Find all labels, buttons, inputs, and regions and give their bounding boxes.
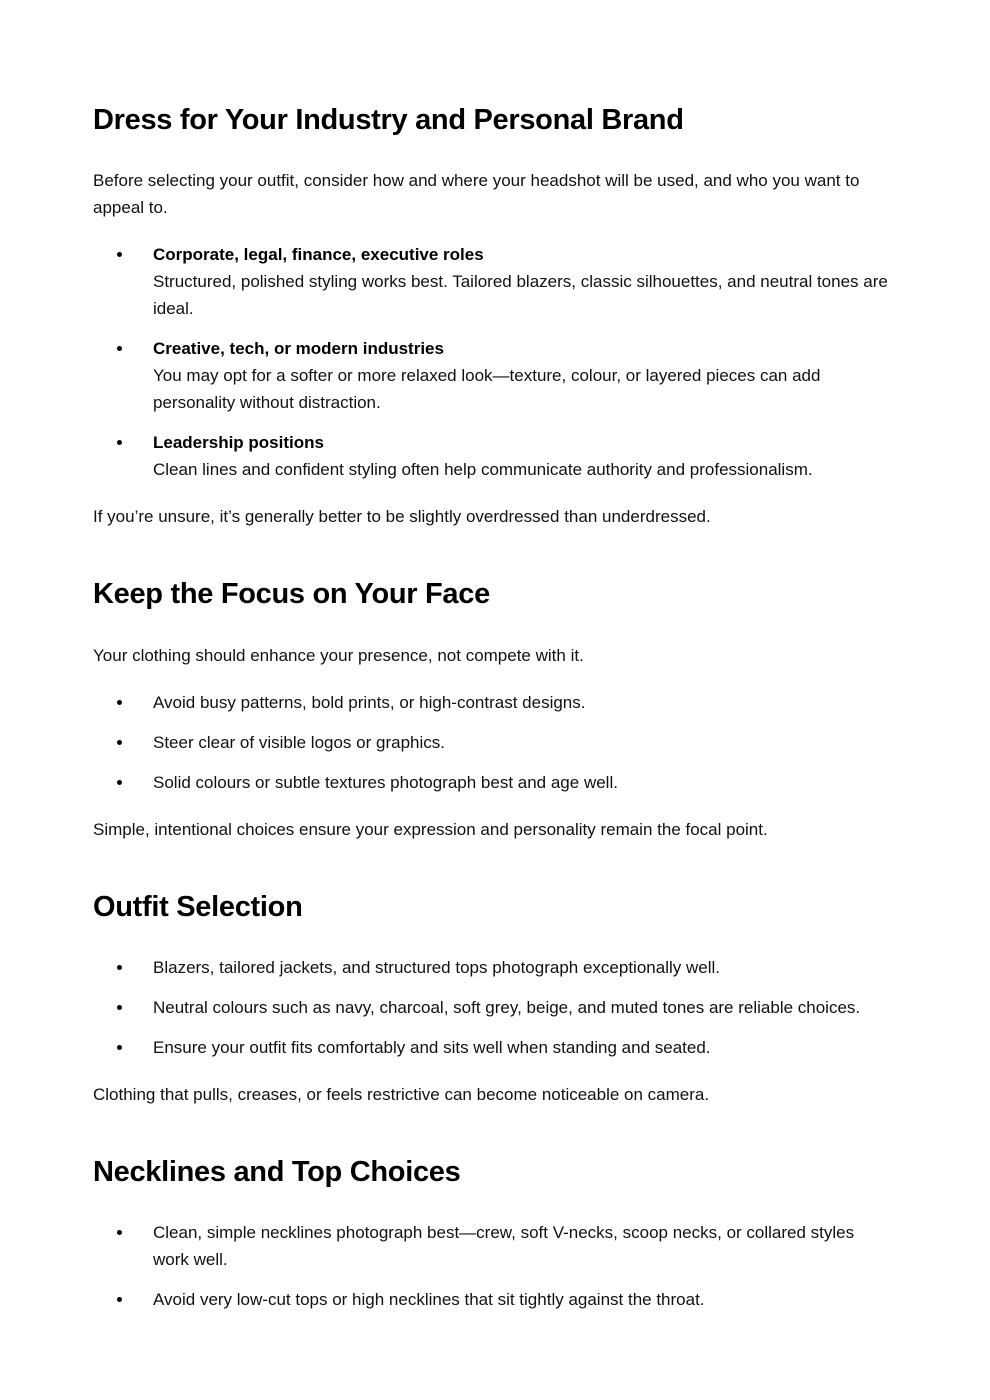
bullet-list xyxy=(93,954,890,1061)
section-dress-for-industry xyxy=(93,104,890,530)
bullet-item xyxy=(93,241,890,322)
bullet-text: Blazers, tailored jackets, and structured tops photograph exceptionally well. xyxy=(153,958,720,978)
bullet-item xyxy=(93,1219,890,1273)
bullet-title: Leadership positions xyxy=(153,433,324,453)
section-outfit-selection xyxy=(93,891,890,1108)
bullet-item xyxy=(93,429,890,483)
bullet-item xyxy=(93,729,890,756)
bullet-text: Neutral colours such as navy, charcoal, soft grey, beige, and muted tones are reliable choices. xyxy=(153,998,861,1018)
bullet-title: Corporate, legal, finance, executive roles xyxy=(153,245,484,265)
bullet-item xyxy=(93,954,890,981)
outro-paragraph: Clothing that pulls, creases, or feels restrictive can become noticeable on camera. xyxy=(93,1085,710,1105)
bullet-text: Solid colours or subtle textures photograph best and age well. xyxy=(153,772,618,792)
bullet-item xyxy=(93,769,890,796)
section-heading: Dress for Your Industry and Personal Brand xyxy=(93,104,684,136)
bullet-list xyxy=(93,689,890,796)
bullet-text: Clean lines and confident styling often help communicate authority and professionalism. xyxy=(153,460,813,480)
outro-paragraph: If you’re unsure, it’s generally better to be slightly overdressed than underdressed. xyxy=(93,507,711,527)
intro-paragraph: Your clothing should enhance your presence, not compete with it. xyxy=(93,645,584,665)
section-necklines xyxy=(93,1156,890,1313)
bullet-text: Avoid busy patterns, bold prints, or high-contrast designs. xyxy=(153,692,586,712)
intro-paragraph: Before selecting your outfit, consider how and where your headshot will be used, and who you want to appeal to. xyxy=(93,171,860,218)
bullet-item xyxy=(93,1034,890,1061)
section-heading: Keep the Focus on Your Face xyxy=(93,578,490,611)
bullet-item xyxy=(93,689,890,716)
bullet-list xyxy=(93,1219,890,1313)
bullet-text: You may opt for a softer or more relaxed look—texture, colour, or layered pieces can add personality without distraction. xyxy=(153,366,821,413)
bullet-text: Avoid very low-cut tops or high necklines that sit tightly against the throat. xyxy=(153,1290,705,1310)
bullet-text: Clean, simple necklines photograph best—crew, soft V-necks, scoop necks, or collared styles work well. xyxy=(153,1223,855,1270)
bullet-item xyxy=(93,335,890,416)
bullet-text: Steer clear of visible logos or graphics. xyxy=(153,732,445,752)
section-heading: Necklines and Top Choices xyxy=(93,1156,461,1189)
bullet-item xyxy=(93,1286,890,1313)
bullet-text: Ensure your outfit fits comfortably and sits well when standing and seated. xyxy=(153,1038,711,1058)
section-keep-focus xyxy=(93,578,890,842)
bullet-title: Creative, tech, or modern industries xyxy=(153,339,444,359)
bullet-text: Structured, polished styling works best. Tailored blazers, classic silhouettes, and neutral tones are ideal. xyxy=(153,272,888,319)
outro-paragraph: Simple, intentional choices ensure your expression and personality remain the focal point. xyxy=(93,819,768,839)
bullet-item xyxy=(93,994,890,1021)
bullet-list xyxy=(93,241,890,483)
section-heading: Outfit Selection xyxy=(93,890,303,923)
